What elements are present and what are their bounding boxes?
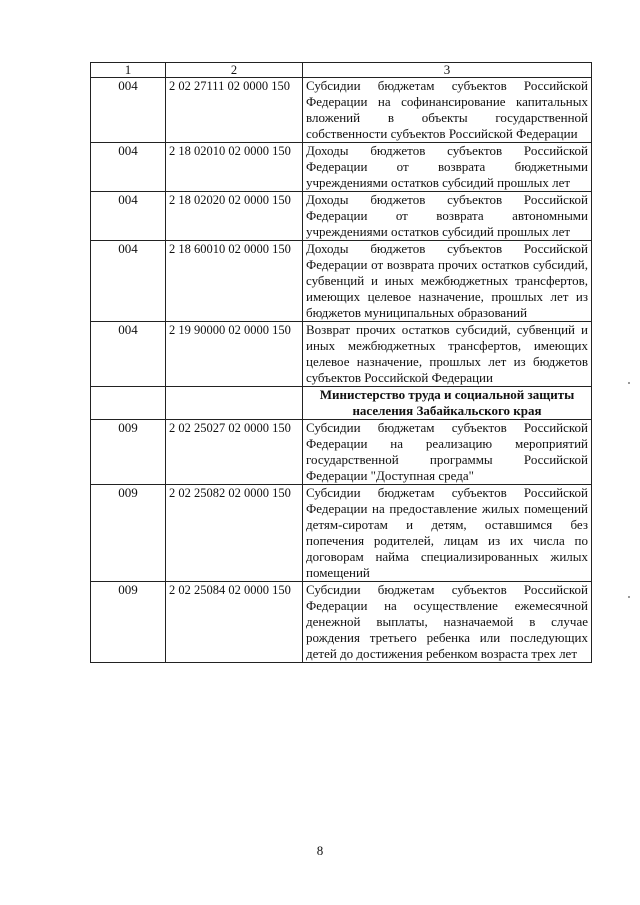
table-header-row bbox=[91, 63, 592, 78]
revenue-description-cell: Субсидии бюджетам субъектов Российской Федерации на реализацию мероприятий государственной программы Российской Федерации "Доступная среда" bbox=[303, 420, 592, 485]
admin-code-cell bbox=[91, 387, 166, 420]
table-row bbox=[91, 78, 592, 143]
admin-code-cell: 004 bbox=[91, 241, 166, 322]
revenue-code-cell: 2 18 02020 02 0000 150 bbox=[166, 192, 303, 241]
scan-speck bbox=[628, 596, 630, 598]
revenue-description-cell: Доходы бюджетов субъектов Российской Федерации от возврата автономными учреждениями остатков субсидий прошлых лет bbox=[303, 192, 592, 241]
page-number: 8 bbox=[316, 843, 324, 858]
revenue-description-cell: Возврат прочих остатков субсидий, субвенций и иных межбюджетных трансфертов, имеющих целевое назначение, прошлых лет из бюджетов субъектов Российской Федерации bbox=[303, 322, 592, 387]
revenue-description-cell: Доходы бюджетов субъектов Российской Федерации от возврата бюджетными учреждениями остатков субсидий прошлых лет bbox=[303, 143, 592, 192]
revenue-description-cell: Субсидии бюджетам субъектов Российской Федерации на осуществление ежемесячной денежной выплаты, назначаемой в случае рождения третьего ребенка или последующих детей до достижения ребенком возраста трех лет bbox=[303, 582, 592, 663]
admin-code-cell: 004 bbox=[91, 322, 166, 387]
scan-speck bbox=[628, 382, 630, 384]
table-row bbox=[91, 582, 592, 663]
revenue-description-cell: Субсидии бюджетам субъектов Российской Федерации на софинансирование капитальных вложений в объекты государственной собственности субъектов Российской Федерации bbox=[303, 78, 592, 143]
header-col-3: 3 bbox=[303, 63, 592, 78]
section-title-cell: Министерство труда и социальной защиты населения Забайкальского края bbox=[303, 387, 592, 420]
admin-code-cell: 009 bbox=[91, 420, 166, 485]
admin-code-cell: 004 bbox=[91, 192, 166, 241]
table-row bbox=[91, 143, 592, 192]
admin-code-cell: 009 bbox=[91, 485, 166, 582]
revenue-codes-table bbox=[90, 62, 592, 663]
revenue-code-cell: 2 02 25082 02 0000 150 bbox=[166, 485, 303, 582]
admin-code-cell: 009 bbox=[91, 582, 166, 663]
admin-code-cell: 004 bbox=[91, 78, 166, 143]
revenue-code-cell: 2 18 60010 02 0000 150 bbox=[166, 241, 303, 322]
table-row bbox=[91, 485, 592, 582]
header-col-2: 2 bbox=[166, 63, 303, 78]
table-row bbox=[91, 192, 592, 241]
table-row bbox=[91, 420, 592, 485]
section-header-row bbox=[91, 387, 592, 420]
table-row bbox=[91, 241, 592, 322]
revenue-code-cell: 2 02 25084 02 0000 150 bbox=[166, 582, 303, 663]
revenue-code-cell: 2 02 25027 02 0000 150 bbox=[166, 420, 303, 485]
header-col-1: 1 bbox=[91, 63, 166, 78]
table-body bbox=[91, 78, 592, 663]
table-row bbox=[91, 322, 592, 387]
revenue-description-cell: Субсидии бюджетам субъектов Российской Федерации на предоставление жилых помещений детям-сиротам и детям, оставшимся без попечения родителей, лицам из их числа по договорам найма специализированных жилых помещений bbox=[303, 485, 592, 582]
revenue-description-cell: Доходы бюджетов субъектов Российской Федерации от возврата прочих остатков субсидий, субвенций и иных межбюджетных трансфертов, имеющих целевое назначение, прошлых лет из бюджетов муниципальных образований bbox=[303, 241, 592, 322]
revenue-code-cell bbox=[166, 387, 303, 420]
revenue-code-cell: 2 02 27111 02 0000 150 bbox=[166, 78, 303, 143]
revenue-code-cell: 2 19 90000 02 0000 150 bbox=[166, 322, 303, 387]
admin-code-cell: 004 bbox=[91, 143, 166, 192]
revenue-code-cell: 2 18 02010 02 0000 150 bbox=[166, 143, 303, 192]
